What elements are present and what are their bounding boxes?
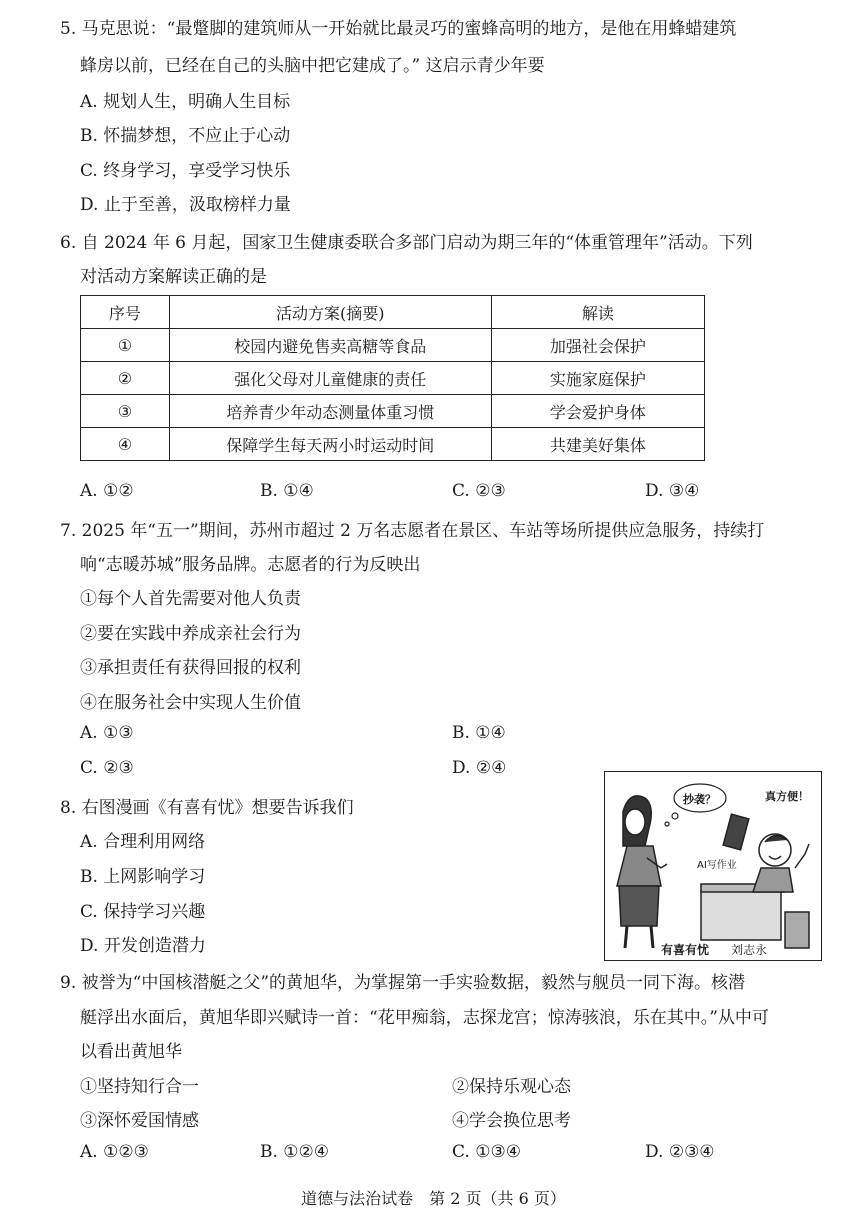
table-header-cell: 序号 [81, 296, 170, 329]
page-footer: 道德与法治试卷 第 2 页（共 6 页） [301, 1189, 566, 1208]
q7-statement-1: ①每个人首先需要对他人负责 [80, 589, 301, 609]
q9-statement-4: ④学会换位思考 [452, 1111, 571, 1131]
q7-stem-line1: 7. 2025 年“五一”期间，苏州市超过 2 万名志愿者在景区、车站等场所提供应急服务，持续打 [60, 521, 765, 541]
q5-option-b: B. 怀揣梦想，不应止于心动 [80, 126, 291, 146]
table-row [81, 362, 705, 395]
table-header-row [81, 296, 705, 329]
q9-option-c: C. ①③④ [452, 1142, 521, 1162]
q9-stem-line3: 以看出黄旭华 [80, 1042, 182, 1062]
table-cell: 保障学生每天两小时运动时间 [169, 428, 491, 461]
table-cell: 校园内避免售卖高糖等食品 [169, 329, 491, 362]
cartoon-device-label: AI写作业 [697, 860, 737, 871]
table-cell: ② [81, 362, 170, 395]
cartoon-bubble-right: 真方便！ [765, 790, 809, 803]
q7-statement-2: ②要在实践中养成亲社会行为 [80, 624, 301, 644]
table-row [81, 395, 705, 428]
q6-stem-line2: 对活动方案解读正确的是 [80, 267, 267, 287]
table-cell: ④ [81, 428, 170, 461]
table-cell: 加强社会保护 [491, 329, 704, 362]
cartoon-author: 刘志永 [731, 943, 768, 957]
table-cell: ③ [81, 395, 170, 428]
q7-statement-3: ③承担责任有获得回报的权利 [80, 658, 301, 678]
table-cell: ① [81, 329, 170, 362]
table-cell: 培养青少年动态测量体重习惯 [169, 395, 491, 428]
table-row [81, 329, 705, 362]
q5-option-c: C. 终身学习，享受学习快乐 [80, 161, 291, 181]
table-header-cell: 解读 [491, 296, 704, 329]
q7-statement-4: ④在服务社会中实现人生价值 [80, 693, 301, 713]
q7-option-c: C. ②③ [80, 758, 134, 778]
q9-stem-line1: 9. 被誉为“中国核潜艇之父”的黄旭华，为掌握第一手实验数据，毅然与舰员一同下海。核潜 [60, 973, 746, 993]
q8-option-a: A. 合理利用网络 [80, 832, 206, 852]
q5-option-d: D. 止于至善，汲取榜样力量 [80, 195, 291, 215]
q7-stem-line2: 响“志暖苏城”服务品牌。志愿者的行为反映出 [80, 555, 421, 575]
table-cell: 强化父母对儿童健康的责任 [169, 362, 491, 395]
q6-option-c: C. ②③ [452, 481, 506, 501]
table-row [81, 428, 705, 461]
q6-option-a: A. ①② [80, 481, 134, 501]
q5-option-a: A. 规划人生，明确人生目标 [80, 92, 291, 112]
q6-option-d: D. ③④ [645, 481, 700, 501]
q7-option-a: A. ①③ [80, 723, 134, 743]
q9-option-d: D. ②③④ [645, 1142, 715, 1162]
table-cell: 学会爱护身体 [491, 395, 704, 428]
table-cell: 共建美好集体 [491, 428, 704, 461]
q5-stem-line1: 5. 马克思说：“最蹩脚的建筑师从一开始就比最灵巧的蜜蜂高明的地方，是他在用蜂蜡建筑 [60, 19, 737, 39]
q8-option-c: C. 保持学习兴趣 [80, 902, 206, 922]
q9-statement-3: ③深怀爱国情感 [80, 1111, 199, 1131]
cartoon-bubble-left: 抄袭？ [683, 793, 716, 806]
q9-option-a: A. ①②③ [80, 1142, 149, 1162]
cartoon-image [604, 771, 822, 961]
cartoon-caption: 有喜有忧 [661, 943, 710, 957]
q8-stem: 8. 右图漫画《有喜有忧》想要告诉我们 [60, 798, 354, 818]
q6-plan-table [80, 295, 705, 461]
table-header-cell: 活动方案(摘要) [169, 296, 491, 329]
q7-option-b: B. ①④ [452, 723, 506, 743]
q9-option-b: B. ①②④ [260, 1142, 330, 1162]
table-cell: 实施家庭保护 [491, 362, 704, 395]
q9-statement-1: ①坚持知行合一 [80, 1077, 199, 1097]
q9-statement-2: ②保持乐观心态 [452, 1077, 571, 1097]
q5-stem-line2: 蜂房以前，已经在自己的头脑中把它建成了。” 这启示青少年要 [80, 56, 545, 76]
q7-option-d: D. ②④ [452, 758, 507, 778]
q9-stem-line2: 艇浮出水面后，黄旭华即兴赋诗一首：“花甲痴翁，志探龙宫；惊涛骇浪，乐在其中。”从中可 [80, 1008, 769, 1028]
q8-option-d: D. 开发创造潜力 [80, 936, 206, 956]
q8-option-b: B. 上网影响学习 [80, 867, 206, 887]
q6-option-b: B. ①④ [260, 481, 314, 501]
q6-stem-line1: 6. 自 2024 年 6 月起，国家卫生健康委联合多部门启动为期三年的“体重管理年”活动。下列 [60, 233, 753, 253]
